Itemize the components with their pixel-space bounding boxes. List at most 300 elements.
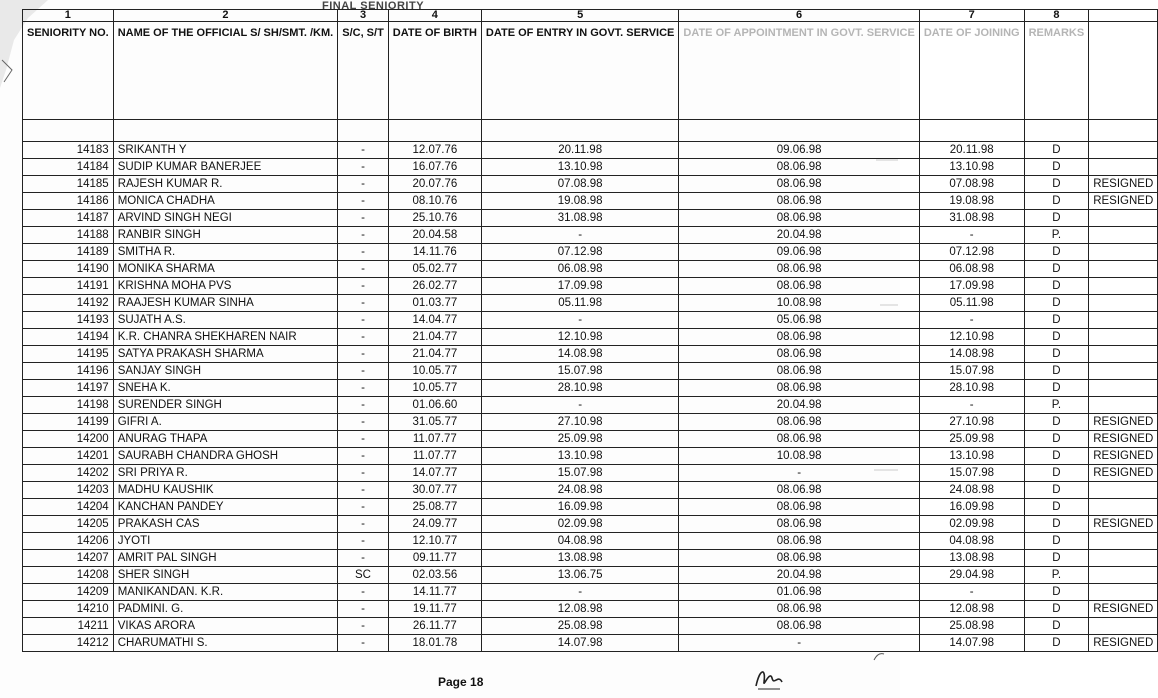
- date-of-birth-cell: 25.08.77: [388, 499, 481, 516]
- date-of-birth-cell: 08.10.76: [388, 193, 481, 210]
- date-of-birth-cell: 24.09.77: [388, 516, 481, 533]
- date-of-joining-cell: 27.10.98: [919, 414, 1024, 431]
- table-row: [23, 482, 1158, 499]
- table-row: [23, 635, 1158, 652]
- seniority-number-cell: 14200: [23, 431, 114, 448]
- official-name-cell: RAAJESH KUMAR SINHA: [113, 295, 338, 312]
- seniority-number-cell: 14198: [23, 397, 114, 414]
- header-date-of-appointment: DATE OF APPOINTMENT IN GOVT. SERVICE: [679, 22, 919, 120]
- date-of-appointment-cell: 20.04.98: [679, 397, 919, 414]
- date-of-joining-cell: 14.07.98: [919, 635, 1024, 652]
- date-of-birth-cell: 26.11.77: [388, 618, 481, 635]
- sc-st-cell: -: [338, 516, 389, 533]
- official-name-cell: ANURAG THAPA: [113, 431, 338, 448]
- date-of-joining-cell: 14.08.98: [919, 346, 1024, 363]
- date-of-appointment-cell: 10.08.98: [679, 295, 919, 312]
- table-row: [23, 516, 1158, 533]
- column-number: 7: [919, 10, 1024, 22]
- remark-cell: [1089, 142, 1158, 159]
- date-of-joining-cell: 12.10.98: [919, 329, 1024, 346]
- table-row: [23, 244, 1158, 261]
- remark-cell: [1089, 227, 1158, 244]
- sc-st-cell: -: [338, 142, 389, 159]
- remark-cell: RESIGNED: [1089, 516, 1158, 533]
- date-of-joining-cell: 25.09.98: [919, 431, 1024, 448]
- date-of-birth-cell: 21.04.77: [388, 346, 481, 363]
- header-name: NAME OF THE OFFICIAL S/ SH/SMT. /KM.: [113, 22, 338, 120]
- column-number: 4: [388, 10, 481, 22]
- table-row: [23, 312, 1158, 329]
- date-of-birth-cell: 01.03.77: [388, 295, 481, 312]
- date-of-entry-cell: 31.08.98: [481, 210, 678, 227]
- official-name-cell: KANCHAN PANDEY: [113, 499, 338, 516]
- date-of-appointment-cell: 08.06.98: [679, 380, 919, 397]
- column-number: 2: [113, 10, 338, 22]
- date-of-entry-cell: 05.11.98: [481, 295, 678, 312]
- date-of-entry-cell: 07.12.98: [481, 244, 678, 261]
- date-of-birth-cell: 12.07.76: [388, 142, 481, 159]
- official-name-cell: RAJESH KUMAR R.: [113, 176, 338, 193]
- remark-cell: [1089, 533, 1158, 550]
- remark-cell: RESIGNED: [1089, 176, 1158, 193]
- table-row: [23, 295, 1158, 312]
- official-name-cell: SATYA PRAKASH SHARMA: [113, 346, 338, 363]
- date-of-entry-cell: -: [481, 584, 678, 601]
- date-of-joining-cell: 13.08.98: [919, 550, 1024, 567]
- table-row: [23, 397, 1158, 414]
- seniority-number-cell: 14205: [23, 516, 114, 533]
- date-of-joining-cell: 19.08.98: [919, 193, 1024, 210]
- table-row: [23, 142, 1158, 159]
- date-of-joining-cell: 15.07.98: [919, 465, 1024, 482]
- date-of-birth-cell: 14.04.77: [388, 312, 481, 329]
- date-of-entry-cell: 19.08.98: [481, 193, 678, 210]
- official-name-cell: SAURABH CHANDRA GHOSH: [113, 448, 338, 465]
- date-of-appointment-cell: 05.06.98: [679, 312, 919, 329]
- date-of-entry-cell: 25.09.98: [481, 431, 678, 448]
- date-of-entry-cell: 28.10.98: [481, 380, 678, 397]
- date-of-birth-cell: 11.07.77: [388, 431, 481, 448]
- status-cell: P.: [1024, 397, 1089, 414]
- remark-cell: [1089, 210, 1158, 227]
- date-of-birth-cell: 30.07.77: [388, 482, 481, 499]
- seniority-number-cell: 14192: [23, 295, 114, 312]
- official-name-cell: GIFRI A.: [113, 414, 338, 431]
- remark-cell: [1089, 618, 1158, 635]
- date-of-joining-cell: 29.04.98: [919, 567, 1024, 584]
- remark-cell: [1089, 346, 1158, 363]
- remark-cell: [1089, 550, 1158, 567]
- status-cell: D: [1024, 346, 1089, 363]
- status-cell: D: [1024, 465, 1089, 482]
- column-number: 8: [1024, 10, 1089, 22]
- sc-st-cell: -: [338, 584, 389, 601]
- date-of-appointment-cell: 08.06.98: [679, 176, 919, 193]
- table-row: [23, 193, 1158, 210]
- remark-cell: [1089, 397, 1158, 414]
- header-date-of-joining: DATE OF JOINING: [919, 22, 1024, 120]
- seniority-number-cell: 14190: [23, 261, 114, 278]
- status-cell: D: [1024, 329, 1089, 346]
- date-of-joining-cell: 17.09.98: [919, 278, 1024, 295]
- date-of-appointment-cell: 09.06.98: [679, 142, 919, 159]
- date-of-birth-cell: 14.07.77: [388, 465, 481, 482]
- remark-cell: RESIGNED: [1089, 431, 1158, 448]
- status-cell: D: [1024, 278, 1089, 295]
- seniority-number-cell: 14197: [23, 380, 114, 397]
- table-row: [23, 431, 1158, 448]
- date-of-appointment-cell: 08.06.98: [679, 278, 919, 295]
- date-of-joining-cell: 02.09.98: [919, 516, 1024, 533]
- date-of-birth-cell: 25.10.76: [388, 210, 481, 227]
- date-of-joining-cell: 06.08.98: [919, 261, 1024, 278]
- date-of-entry-cell: 06.08.98: [481, 261, 678, 278]
- date-of-entry-cell: 15.07.98: [481, 465, 678, 482]
- page-number: Page 18: [438, 675, 484, 689]
- official-name-cell: MONICA CHADHA: [113, 193, 338, 210]
- sc-st-cell: -: [338, 210, 389, 227]
- sc-st-cell: -: [338, 227, 389, 244]
- official-name-cell: SANJAY SINGH: [113, 363, 338, 380]
- remark-cell: [1089, 278, 1158, 295]
- table-row: [23, 380, 1158, 397]
- remark-cell: [1089, 584, 1158, 601]
- sc-st-cell: -: [338, 261, 389, 278]
- sc-st-cell: -: [338, 465, 389, 482]
- seniority-number-cell: 14191: [23, 278, 114, 295]
- sc-st-cell: -: [338, 482, 389, 499]
- sc-st-cell: -: [338, 635, 389, 652]
- date-of-birth-cell: 10.05.77: [388, 363, 481, 380]
- date-of-joining-cell: -: [919, 312, 1024, 329]
- date-of-appointment-cell: 20.04.98: [679, 567, 919, 584]
- date-of-joining-cell: 31.08.98: [919, 210, 1024, 227]
- seniority-number-cell: 14196: [23, 363, 114, 380]
- seniority-number-cell: 14188: [23, 227, 114, 244]
- seniority-number-cell: 14187: [23, 210, 114, 227]
- status-cell: D: [1024, 414, 1089, 431]
- status-cell: D: [1024, 261, 1089, 278]
- table-row: [23, 499, 1158, 516]
- seniority-number-cell: 14183: [23, 142, 114, 159]
- date-of-entry-cell: 14.08.98: [481, 346, 678, 363]
- remark-cell: RESIGNED: [1089, 448, 1158, 465]
- header-fragment: FINAL SENIORITY: [322, 0, 425, 12]
- date-of-appointment-cell: 08.06.98: [679, 516, 919, 533]
- date-of-appointment-cell: 08.06.98: [679, 193, 919, 210]
- date-of-entry-cell: 24.08.98: [481, 482, 678, 499]
- official-name-cell: SURENDER SINGH: [113, 397, 338, 414]
- table-row: [23, 465, 1158, 482]
- sc-st-cell: -: [338, 363, 389, 380]
- table-row: [23, 550, 1158, 567]
- table-row: [23, 618, 1158, 635]
- date-of-appointment-cell: 08.06.98: [679, 482, 919, 499]
- sc-st-cell: -: [338, 380, 389, 397]
- date-of-appointment-cell: 08.06.98: [679, 618, 919, 635]
- column-number: [1089, 10, 1158, 22]
- status-cell: D: [1024, 380, 1089, 397]
- seniority-number-cell: 14211: [23, 618, 114, 635]
- sc-st-cell: -: [338, 278, 389, 295]
- remark-cell: RESIGNED: [1089, 193, 1158, 210]
- sc-st-cell: -: [338, 295, 389, 312]
- date-of-entry-cell: 13.10.98: [481, 159, 678, 176]
- date-of-joining-cell: 04.08.98: [919, 533, 1024, 550]
- remark-cell: [1089, 244, 1158, 261]
- remark-cell: [1089, 567, 1158, 584]
- date-of-birth-cell: 14.11.76: [388, 244, 481, 261]
- remark-cell: RESIGNED: [1089, 414, 1158, 431]
- table-row: [23, 567, 1158, 584]
- date-of-entry-cell: 16.09.98: [481, 499, 678, 516]
- seniority-number-cell: 14204: [23, 499, 114, 516]
- date-of-appointment-cell: 08.06.98: [679, 601, 919, 618]
- date-of-birth-cell: 21.04.77: [388, 329, 481, 346]
- date-of-appointment-cell: 08.06.98: [679, 346, 919, 363]
- date-of-birth-cell: 05.02.77: [388, 261, 481, 278]
- date-of-appointment-cell: 08.06.98: [679, 329, 919, 346]
- seniority-number-cell: 14185: [23, 176, 114, 193]
- status-cell: D: [1024, 159, 1089, 176]
- official-name-cell: CHARUMATHI S.: [113, 635, 338, 652]
- date-of-entry-cell: 27.10.98: [481, 414, 678, 431]
- date-of-birth-cell: 10.05.77: [388, 380, 481, 397]
- sc-st-cell: -: [338, 312, 389, 329]
- column-number: 5: [481, 10, 678, 22]
- date-of-joining-cell: -: [919, 227, 1024, 244]
- date-of-appointment-cell: 08.06.98: [679, 363, 919, 380]
- date-of-joining-cell: -: [919, 584, 1024, 601]
- status-cell: D: [1024, 618, 1089, 635]
- header-date-of-birth: DATE OF BIRTH: [388, 22, 481, 120]
- date-of-appointment-cell: 08.06.98: [679, 414, 919, 431]
- date-of-birth-cell: 14.11.77: [388, 584, 481, 601]
- status-cell: D: [1024, 142, 1089, 159]
- sc-st-cell: -: [338, 159, 389, 176]
- status-cell: P.: [1024, 567, 1089, 584]
- handwritten-signature: [752, 664, 786, 692]
- table-row: [23, 414, 1158, 431]
- remark-cell: RESIGNED: [1089, 465, 1158, 482]
- date-of-entry-cell: -: [481, 312, 678, 329]
- official-name-cell: KRISHNA MOHA PVS: [113, 278, 338, 295]
- official-name-cell: PADMINI. G.: [113, 601, 338, 618]
- date-of-birth-cell: 18.01.78: [388, 635, 481, 652]
- date-of-entry-cell: 04.08.98: [481, 533, 678, 550]
- table-row: [23, 363, 1158, 380]
- column-number-row: [23, 10, 1158, 22]
- date-of-entry-cell: 17.09.98: [481, 278, 678, 295]
- seniority-number-cell: 14207: [23, 550, 114, 567]
- sc-st-cell: SC: [338, 567, 389, 584]
- date-of-joining-cell: 07.08.98: [919, 176, 1024, 193]
- status-cell: D: [1024, 210, 1089, 227]
- status-cell: D: [1024, 533, 1089, 550]
- table-row: [23, 210, 1158, 227]
- sc-st-cell: -: [338, 533, 389, 550]
- seniority-number-cell: 14195: [23, 346, 114, 363]
- date-of-joining-cell: 12.08.98: [919, 601, 1024, 618]
- date-of-birth-cell: 26.02.77: [388, 278, 481, 295]
- sc-st-cell: -: [338, 244, 389, 261]
- remark-cell: [1089, 380, 1158, 397]
- sc-st-cell: -: [338, 329, 389, 346]
- seniority-number-cell: 14194: [23, 329, 114, 346]
- date-of-appointment-cell: 08.06.98: [679, 159, 919, 176]
- official-name-cell: SMITHA R.: [113, 244, 338, 261]
- remark-cell: [1089, 499, 1158, 516]
- remark-cell: [1089, 482, 1158, 499]
- date-of-appointment-cell: 08.06.98: [679, 431, 919, 448]
- date-of-appointment-cell: -: [679, 465, 919, 482]
- date-of-appointment-cell: 08.06.98: [679, 499, 919, 516]
- date-of-entry-cell: 25.08.98: [481, 618, 678, 635]
- date-of-joining-cell: 16.09.98: [919, 499, 1024, 516]
- header-seniority-no: SENIORITY NO.: [23, 22, 114, 120]
- status-cell: D: [1024, 244, 1089, 261]
- sc-st-cell: -: [338, 414, 389, 431]
- seniority-number-cell: 14208: [23, 567, 114, 584]
- date-of-joining-cell: 15.07.98: [919, 363, 1024, 380]
- sc-st-cell: -: [338, 550, 389, 567]
- header-sc-st: S/C, S/T: [338, 22, 389, 120]
- sc-st-cell: -: [338, 499, 389, 516]
- status-cell: D: [1024, 601, 1089, 618]
- remark-cell: [1089, 261, 1158, 278]
- date-of-birth-cell: 31.05.77: [388, 414, 481, 431]
- table-row: [23, 227, 1158, 244]
- date-of-entry-cell: 14.07.98: [481, 635, 678, 652]
- official-name-cell: SRI PRIYA R.: [113, 465, 338, 482]
- column-number: 3: [338, 10, 389, 22]
- date-of-appointment-cell: 08.06.98: [679, 261, 919, 278]
- seniority-number-cell: 14193: [23, 312, 114, 329]
- official-name-cell: RANBIR SINGH: [113, 227, 338, 244]
- date-of-entry-cell: 13.10.98: [481, 448, 678, 465]
- date-of-entry-cell: 15.07.98: [481, 363, 678, 380]
- date-of-joining-cell: 24.08.98: [919, 482, 1024, 499]
- table-row: [23, 601, 1158, 618]
- sc-st-cell: -: [338, 193, 389, 210]
- official-name-cell: MANIKANDAN. K.R.: [113, 584, 338, 601]
- official-name-cell: MONIKA SHARMA: [113, 261, 338, 278]
- seniority-number-cell: 14186: [23, 193, 114, 210]
- table-row: [23, 329, 1158, 346]
- header-remarks: REMARKS: [1024, 22, 1089, 120]
- date-of-appointment-cell: 08.06.98: [679, 533, 919, 550]
- sc-st-cell: -: [338, 176, 389, 193]
- seniority-number-cell: 14203: [23, 482, 114, 499]
- official-name-cell: K.R. CHANRA SHEKHAREN NAIR: [113, 329, 338, 346]
- date-of-appointment-cell: 01.06.98: [679, 584, 919, 601]
- table-row: [23, 448, 1158, 465]
- table-row: [23, 278, 1158, 295]
- date-of-entry-cell: 07.08.98: [481, 176, 678, 193]
- seniority-number-cell: 14206: [23, 533, 114, 550]
- date-of-birth-cell: 12.10.77: [388, 533, 481, 550]
- remark-cell: RESIGNED: [1089, 601, 1158, 618]
- date-of-joining-cell: 07.12.98: [919, 244, 1024, 261]
- status-cell: P.: [1024, 227, 1089, 244]
- status-cell: D: [1024, 363, 1089, 380]
- table-row: [23, 533, 1158, 550]
- seniority-table: [22, 9, 1158, 652]
- column-header-row: [23, 22, 1158, 120]
- status-cell: D: [1024, 193, 1089, 210]
- seniority-number-cell: 14184: [23, 159, 114, 176]
- sc-st-cell: -: [338, 431, 389, 448]
- date-of-entry-cell: -: [481, 227, 678, 244]
- sc-st-cell: -: [338, 601, 389, 618]
- status-cell: D: [1024, 448, 1089, 465]
- official-name-cell: PRAKASH CAS: [113, 516, 338, 533]
- official-name-cell: MADHU KAUSHIK: [113, 482, 338, 499]
- seniority-number-cell: 14189: [23, 244, 114, 261]
- table-body: [23, 142, 1158, 652]
- date-of-joining-cell: 13.10.98: [919, 159, 1024, 176]
- date-of-entry-cell: 20.11.98: [481, 142, 678, 159]
- sc-st-cell: -: [338, 618, 389, 635]
- header-date-of-entry: DATE OF ENTRY IN GOVT. SERVICE: [481, 22, 678, 120]
- table-row: [23, 261, 1158, 278]
- official-name-cell: SUDIP KUMAR BANERJEE: [113, 159, 338, 176]
- status-cell: D: [1024, 431, 1089, 448]
- date-of-birth-cell: 11.07.77: [388, 448, 481, 465]
- status-cell: D: [1024, 176, 1089, 193]
- official-name-cell: SHER SINGH: [113, 567, 338, 584]
- date-of-entry-cell: 12.10.98: [481, 329, 678, 346]
- date-of-birth-cell: 02.03.56: [388, 567, 481, 584]
- date-of-appointment-cell: 08.06.98: [679, 550, 919, 567]
- date-of-birth-cell: 09.11.77: [388, 550, 481, 567]
- seniority-number-cell: 14210: [23, 601, 114, 618]
- date-of-joining-cell: 13.10.98: [919, 448, 1024, 465]
- date-of-birth-cell: 20.04.58: [388, 227, 481, 244]
- date-of-appointment-cell: -: [679, 635, 919, 652]
- date-of-entry-cell: 13.06.75: [481, 567, 678, 584]
- official-name-cell: SNEHA K.: [113, 380, 338, 397]
- official-name-cell: JYOTI: [113, 533, 338, 550]
- remark-cell: [1089, 295, 1158, 312]
- table-row: [23, 176, 1158, 193]
- status-cell: D: [1024, 584, 1089, 601]
- date-of-entry-cell: 02.09.98: [481, 516, 678, 533]
- seniority-number-cell: 14202: [23, 465, 114, 482]
- status-cell: D: [1024, 499, 1089, 516]
- column-number: 1: [23, 10, 114, 22]
- seniority-number-cell: 14201: [23, 448, 114, 465]
- date-of-entry-cell: 12.08.98: [481, 601, 678, 618]
- date-of-appointment-cell: 10.08.98: [679, 448, 919, 465]
- status-cell: D: [1024, 516, 1089, 533]
- date-of-joining-cell: 20.11.98: [919, 142, 1024, 159]
- official-name-cell: ARVIND SINGH NEGI: [113, 210, 338, 227]
- remark-cell: [1089, 312, 1158, 329]
- date-of-entry-cell: -: [481, 397, 678, 414]
- official-name-cell: VIKAS ARORA: [113, 618, 338, 635]
- header-spacer-row: [23, 120, 1158, 142]
- remark-cell: [1089, 159, 1158, 176]
- status-cell: D: [1024, 635, 1089, 652]
- date-of-joining-cell: 25.08.98: [919, 618, 1024, 635]
- remark-cell: [1089, 329, 1158, 346]
- status-cell: D: [1024, 295, 1089, 312]
- seniority-number-cell: 14209: [23, 584, 114, 601]
- table-row: [23, 159, 1158, 176]
- sc-st-cell: -: [338, 346, 389, 363]
- seniority-number-cell: 14199: [23, 414, 114, 431]
